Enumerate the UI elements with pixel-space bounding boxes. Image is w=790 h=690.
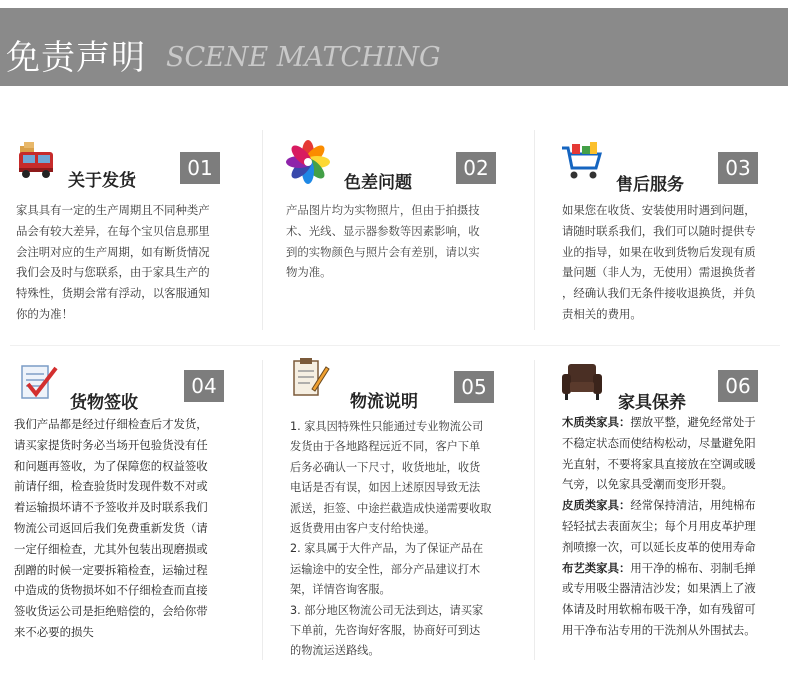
section-body: 产品图片均为实物照片，但由于拍摄技 术、光线、显示器参数等因素影响，收 到的实物颜色与照片会有差别，请以实 物为准。 <box>286 203 480 280</box>
checklist-icon <box>16 360 60 404</box>
row-divider <box>10 345 780 346</box>
clipboard-pen-icon <box>288 355 332 399</box>
section-color-difference <box>286 140 526 340</box>
section-title: 关于发货 <box>68 171 136 191</box>
shopping-cart-icon <box>560 140 604 184</box>
section-after-sales <box>560 140 785 340</box>
section-title: 色差问题 <box>344 173 412 193</box>
section-body: 家具具有一定的生产周期且不同种类产 品会有较大差异，在每个宝贝信息那里 会注明对应的生产周期，如有断货情况 我们会及时与您联系，由于家具生产的 特殊性，货期会常有浮动，以客服通知 你的为准！ <box>16 203 210 321</box>
section-title: 家具保养 <box>618 393 686 413</box>
column-divider <box>534 360 535 660</box>
section-number: 01 <box>180 152 220 184</box>
section-furniture-care <box>560 360 785 660</box>
section-title: 售后服务 <box>616 175 684 195</box>
section-body: 木质类家具：摆放平整，避免经常处于 不稳定状态而使结构松动，尽量避免阳 光直射，不要将家具直接放在空调或暖 气旁，以免家具受潮而变形开裂。 皮质类家具：经常保持清洁，用纯棉布 轻轻拭去表面灰尘；每个月用皮革护理 剂喷擦一次，可以延长皮革的使用寿命 布艺类家具：用干净的棉布、羽制毛掸 或专用吸尘器清洁沙发；如果洒上了液 体请及时用软棉布吸干净，如有残留可 用干净布沾专用的干洗剂从外围拭去。 <box>562 415 756 637</box>
section-number: 06 <box>718 370 758 402</box>
section-shipping <box>16 140 256 340</box>
column-divider <box>262 130 263 330</box>
color-palette-icon <box>286 140 330 184</box>
section-number: 03 <box>718 152 758 184</box>
section-delivery-signing <box>16 360 256 660</box>
section-title: 物流说明 <box>350 392 418 412</box>
page-subtitle: SCENE MATCHING <box>166 42 441 73</box>
section-body: 1. 家具因特殊性只能通过专业物流公司 发货由于各地路程远近不同，客户下单 后务必确认一下尺寸，收货地址，收货 电话是否有误，如因上述原因导致无法 派送，拒签、中途拦截造成快递需要收取 返货费用由客户支付给快递。 2. 家具属于大件产品，为了保证产品在 运输途中的安全性，部分产品建议打木 架，详情咨询客服。 3. 部分地区物流公司无法到达，请买家 下单前，先咨询好客服，协商好可到达 的物流运送路线。 <box>290 420 492 658</box>
section-number: 04 <box>184 370 224 402</box>
section-logistics <box>288 355 528 665</box>
column-divider <box>262 360 263 660</box>
truck-icon <box>16 140 60 184</box>
section-body: 如果您在收货、安装使用时遇到问题， 请随时联系我们，我们可以随时提供专 业的指导，如果在收到货物后发现有质 量问题（非人为，无使用）需退换货者 ，经确认我们无条件接收退换货，并负 责相关的费用。 <box>562 203 756 321</box>
section-number: 05 <box>454 371 494 403</box>
armchair-icon <box>560 360 604 404</box>
section-title: 货物签收 <box>70 393 138 413</box>
header-banner <box>0 8 788 86</box>
section-body: 我们产品都是经过仔细检查后才发货， 请买家提货时务必当场开包验货没有任 和问题再签收，为了保障您的权益签收 前请仔细，检查验货时发现件数不对或 着运输损坏请不予签收并及时联系我们 物流公司返回后我们免费重新发货（请 一定仔细检查，尤其外包装出现磨损或 刮蹭的时候一定要拆箱检查，运输过程 中造成的货物损坏如不仔细检查而直接 签收货运公司是拒绝赔偿的，会给你带 来不必要的损失 <box>14 417 208 639</box>
section-number: 02 <box>456 152 496 184</box>
page-title: 免责声明 <box>6 38 146 78</box>
column-divider <box>534 130 535 330</box>
